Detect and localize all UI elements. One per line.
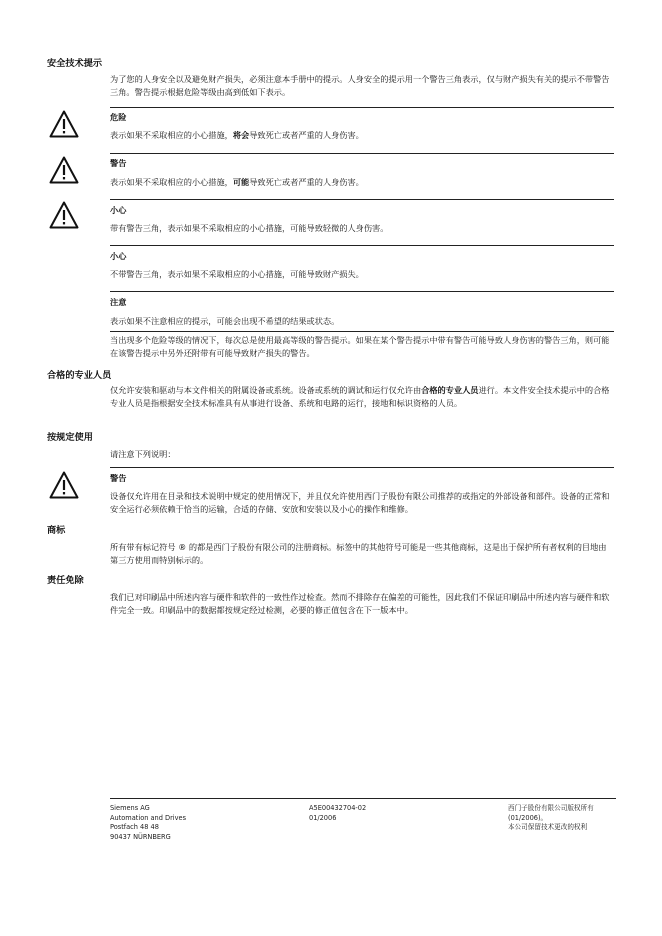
safety-intro: 为了您的人身安全以及避免财产损失，必须注意本手册中的提示。人身安全的提示用一个警告三角表示，仅与财产损失有关的提示不带警告三角。警告提示根据危险等级由高到低如下表示。 — [110, 74, 610, 97]
footer-order-number: A5E00432704-02 — [309, 804, 367, 812]
qualified-text: 仅允许安装和驱动与本文件相关的附属设备或系统。设备或系统的调试和运行仅允许由合格的专业人员进行。本文件安全技术提示中的合格专业人员是指根据安全技术标准具有从事进行设备、系统和电路的运行，接地和标识资格的人员。 — [110, 385, 610, 408]
divider — [110, 331, 614, 332]
disclaimer-text: 我们已对印刷品中所述内容与硬件和软件的一致性作过检查。然而不排除存在偏差的可能性，因此我们不保证印刷品中所述内容与硬件和软件完全一致。印刷品中的数据都按规定经过检测，必要的修正值包含在下一版本中。 — [110, 592, 610, 615]
divider — [110, 153, 614, 154]
divider — [110, 199, 614, 200]
safety-closing: 当出现多个危险等级的情况下，每次总是使用最高等级的警告提示。如果在某个警告提示中带有警告可能导致人身伤害的警告三角，则可能在该警告提示中另外还附带有可能导致财产损失的警告。 — [110, 335, 610, 358]
divider — [110, 245, 614, 246]
divider — [110, 467, 614, 468]
warning-triangle-icon — [49, 471, 79, 499]
footer-copyright — [508, 804, 594, 833]
footer-order-date: 01/2006 — [309, 813, 337, 822]
footer-address — [110, 804, 186, 842]
footer-divider — [110, 798, 616, 799]
danger-label: 危险 — [110, 112, 127, 122]
intended-use-intro: 请注意下列说明： — [110, 449, 176, 459]
footer-order — [309, 804, 366, 823]
trademarks-text: 所有带有标记符号 ® 的都是西门子股份有限公司的注册商标。标签中的其他符号可能是一些其他商标，这是出于保护所有者权利的目地由第三方使用而特别标示的。 — [110, 542, 607, 565]
footer-address-line: Automation and Drives — [110, 813, 187, 822]
footer-copyright-line: 本公司保留技术更改的权利 — [508, 823, 588, 831]
warning-triangle-icon — [49, 110, 79, 138]
divider — [110, 107, 614, 108]
footer-copyright-line: (01/2006)。 — [508, 813, 548, 822]
heading-trademarks: 商标 — [47, 525, 66, 536]
intended-use-warning-label: 警告 — [110, 473, 127, 483]
intended-use-warning-text: 设备仅允许用在目录和技术说明中规定的使用情况下，并且仅允许使用西门子股份有限公司推荐的或指定的外部设备和部件。设备的正常和安全运行必须依赖于恰当的运输，合适的存储、安放和安装以及小心的操作和维修。 — [110, 491, 610, 514]
footer-address-line: Postfach 48 48 — [110, 823, 159, 831]
notice-text: 表示如果不注意相应的提示，可能会出现不希望的结果或状态。 — [110, 316, 340, 326]
footer-copyright-line: 西门子股份有限公司版权所有 — [508, 804, 594, 812]
heading-safety: 安全技术提示 — [47, 58, 103, 69]
heading-disclaimer: 责任免除 — [47, 575, 84, 586]
caution-label: 小心 — [110, 205, 127, 215]
caution-plain-label: 小心 — [110, 251, 127, 261]
notice-label: 注意 — [110, 297, 127, 307]
caution-text: 带有警告三角，表示如果不采取相应的小心措施，可能导致轻微的人身伤害。 — [110, 223, 389, 233]
heading-intended-use: 按规定使用 — [47, 432, 93, 443]
danger-text: 表示如果不采取相应的小心措施，将会导致死亡或者严重的人身伤害。 — [110, 130, 364, 140]
footer-address-line: 90437 NÜRNBERG — [110, 832, 171, 841]
warning-text: 表示如果不采取相应的小心措施，可能导致死亡或者严重的人身伤害。 — [110, 177, 364, 187]
divider — [110, 291, 614, 292]
warning-label: 警告 — [110, 158, 127, 168]
heading-qualified: 合格的专业人员 — [47, 370, 112, 381]
caution-plain-text: 不带警告三角，表示如果不采取相应的小心措施，可能导致财产损失。 — [110, 269, 364, 279]
warning-triangle-icon — [49, 201, 79, 229]
footer-address-line: Siemens AG — [110, 804, 150, 812]
warning-triangle-icon — [49, 156, 79, 184]
